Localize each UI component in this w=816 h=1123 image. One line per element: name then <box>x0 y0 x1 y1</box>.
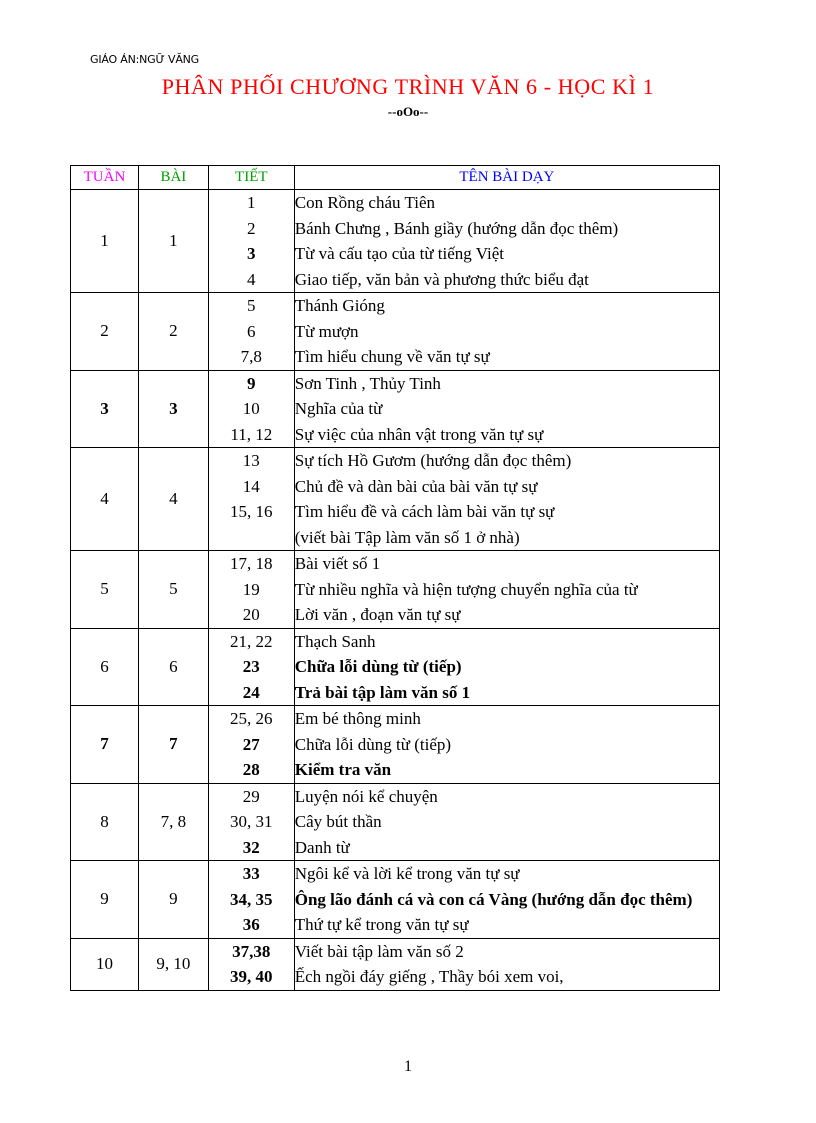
lesson-cell: 6 <box>138 628 208 706</box>
week-cell: 1 <box>71 190 139 293</box>
column-header-period: TIẾT <box>208 166 294 190</box>
period-value: 3 <box>247 244 256 263</box>
table-header-row <box>71 166 720 190</box>
period-value: 2 <box>247 218 256 238</box>
week-cell: 2 <box>71 293 139 371</box>
lesson-name-cell <box>294 938 719 990</box>
lesson-name-cell <box>294 448 719 551</box>
period-cell <box>208 938 294 990</box>
document-header-label: GIÁO ÁN:NGỮ VĂNG <box>90 53 200 66</box>
lesson-name: Sự tích Hồ Gươm (hướng dẫn đọc thêm) <box>294 451 572 470</box>
period-value: 30, 31 <box>230 812 273 831</box>
period-value: 19 <box>242 579 260 599</box>
column-header-week: TUẦN <box>71 166 139 190</box>
lesson-name: Luyện nói kể chuyện <box>294 786 438 806</box>
lesson-name: Ếch ngồi đáy giếng , Thầy bói xem voi, <box>294 967 564 986</box>
table-row <box>71 448 720 551</box>
week-cell: 6 <box>71 628 139 706</box>
lesson-name: Tìm hiểu chung về văn tự sự <box>294 347 490 366</box>
period-value: 23 <box>242 657 260 676</box>
page-number: 1 <box>404 1058 412 1075</box>
lesson-name: Ông lão đánh cá và con cá Vàng (hướng dẫn đọc thêm) <box>294 889 693 909</box>
period-value: 13 <box>242 451 260 470</box>
period-value: 11, 12 <box>230 424 273 444</box>
curriculum-table <box>70 165 720 991</box>
lesson-name: Giao tiếp, văn bản và phương thức biểu đạt <box>294 269 589 289</box>
period-value: 6 <box>247 321 256 341</box>
period-value: 21, 22 <box>230 631 273 651</box>
period-cell <box>208 370 294 448</box>
lesson-name: Sơn Tinh , Thủy Tinh <box>294 373 441 393</box>
lesson-name: Thứ tự kể trong văn tự sự <box>294 915 469 934</box>
lesson-name: Lời văn , đoạn văn tự sự <box>294 605 461 624</box>
lesson-cell: 7, 8 <box>138 783 208 861</box>
lesson-name-cell <box>294 783 719 861</box>
week-cell: 7 <box>71 706 139 784</box>
lesson-name-cell <box>294 190 719 293</box>
period-value: 33 <box>242 864 260 883</box>
lesson-name: Từ nhiều nghĩa và hiện tượng chuyển nghĩa của từ <box>294 579 638 599</box>
lesson-cell: 9 <box>138 861 208 939</box>
period-value: 32 <box>242 837 260 857</box>
lesson-name: Từ và cấu tạo của từ tiếng Việt <box>294 244 504 263</box>
period-value: 34, 35 <box>230 889 273 909</box>
lesson-name-cell <box>294 370 719 448</box>
lesson-name: Chủ đề và dàn bài của bài văn tự sự <box>294 476 538 496</box>
lesson-cell: 9, 10 <box>138 938 208 990</box>
lesson-cell: 5 <box>138 551 208 629</box>
lesson-name: Bài viết số 1 <box>294 554 381 573</box>
lesson-cell: 3 <box>138 370 208 448</box>
period-cell <box>208 551 294 629</box>
document-title: PHÂN PHỐI CHƯƠNG TRÌNH VĂN 6 - HỌC KÌ 1 <box>161 74 655 99</box>
period-cell <box>208 628 294 706</box>
period-value: 20 <box>242 605 260 624</box>
lesson-name: Ngôi kể và lời kể trong văn tự sự <box>294 864 520 883</box>
period-value: 15, 16 <box>230 502 273 521</box>
lesson-name: Kiểm tra văn <box>294 760 392 779</box>
period-cell <box>208 293 294 371</box>
table-row <box>71 551 720 629</box>
lesson-name: Nghĩa của từ <box>294 399 383 418</box>
lesson-name-cell <box>294 706 719 784</box>
table-row <box>71 938 720 990</box>
lesson-cell: 4 <box>138 448 208 551</box>
column-header-lesson-name: TÊN BÀI DẠY <box>294 166 719 190</box>
period-cell <box>208 861 294 939</box>
lesson-name: Cây bút thần <box>294 812 382 831</box>
lesson-name: Thánh Gióng <box>294 296 385 315</box>
week-cell: 5 <box>71 551 139 629</box>
week-cell: 9 <box>71 861 139 939</box>
column-header-lesson: BÀI <box>138 166 208 190</box>
lesson-name-cell <box>294 293 719 371</box>
lesson-name-cell <box>294 861 719 939</box>
lesson-name: Trả bài tập làm văn số 1 <box>294 682 471 702</box>
lesson-cell: 2 <box>138 293 208 371</box>
table-row <box>71 628 720 706</box>
period-value: 17, 18 <box>230 554 273 573</box>
period-value: 36 <box>242 915 260 934</box>
period-cell <box>208 783 294 861</box>
period-value: 39, 40 <box>230 967 273 986</box>
period-cell <box>208 448 294 551</box>
week-cell: 8 <box>71 783 139 861</box>
week-cell: 10 <box>71 938 139 990</box>
lesson-name: Chữa lỗi dùng từ (tiếp) <box>294 657 462 676</box>
period-value: 24 <box>242 682 260 702</box>
table-row <box>71 706 720 784</box>
lesson-name: Chữa lỗi dùng từ (tiếp) <box>294 734 452 754</box>
period-cell <box>208 190 294 293</box>
period-cell <box>208 706 294 784</box>
period-value: 25, 26 <box>230 709 273 728</box>
lesson-name: Tìm hiểu đề và cách làm bài văn tự sự <box>294 502 555 521</box>
period-value: 1 <box>247 193 256 212</box>
lesson-cell: 7 <box>138 706 208 784</box>
period-value: 29 <box>242 786 260 806</box>
lesson-name: Bánh Chưng , Bánh giầy (hướng dẫn đọc thêm) <box>294 218 619 238</box>
lesson-name: Em bé thông minh <box>294 709 421 728</box>
document-subtitle: --oOo-- <box>387 104 429 119</box>
week-cell: 3 <box>71 370 139 448</box>
week-cell: 4 <box>71 448 139 551</box>
period-value: 9 <box>247 373 256 393</box>
period-value: 4 <box>247 269 256 289</box>
period-value: 37,38 <box>232 941 271 961</box>
table-row <box>71 293 720 371</box>
lesson-name: Thạch Sanh <box>294 631 376 651</box>
table-row <box>71 190 720 293</box>
table-row <box>71 783 720 861</box>
period-value: 28 <box>242 760 260 779</box>
lesson-name: Danh từ <box>294 837 350 857</box>
lesson-name: Sự việc của nhân vật trong văn tự sự <box>294 424 544 444</box>
lesson-name-cell <box>294 551 719 629</box>
period-value: 10 <box>242 399 260 418</box>
lesson-cell: 1 <box>138 190 208 293</box>
period-value: 7,8 <box>240 347 262 366</box>
table-row <box>71 861 720 939</box>
lesson-name: Từ mượn <box>294 321 359 341</box>
lesson-name: Con Rồng cháu Tiên <box>294 193 436 212</box>
lesson-name: Viết bài tập làm văn số 2 <box>294 941 464 961</box>
period-value: 14 <box>242 476 260 496</box>
period-value: 5 <box>247 296 256 315</box>
lesson-name: (viết bài Tập làm văn số 1 ở nhà) <box>294 527 520 547</box>
table-row <box>71 370 720 448</box>
period-value: 27 <box>242 734 260 754</box>
lesson-name-cell <box>294 628 719 706</box>
